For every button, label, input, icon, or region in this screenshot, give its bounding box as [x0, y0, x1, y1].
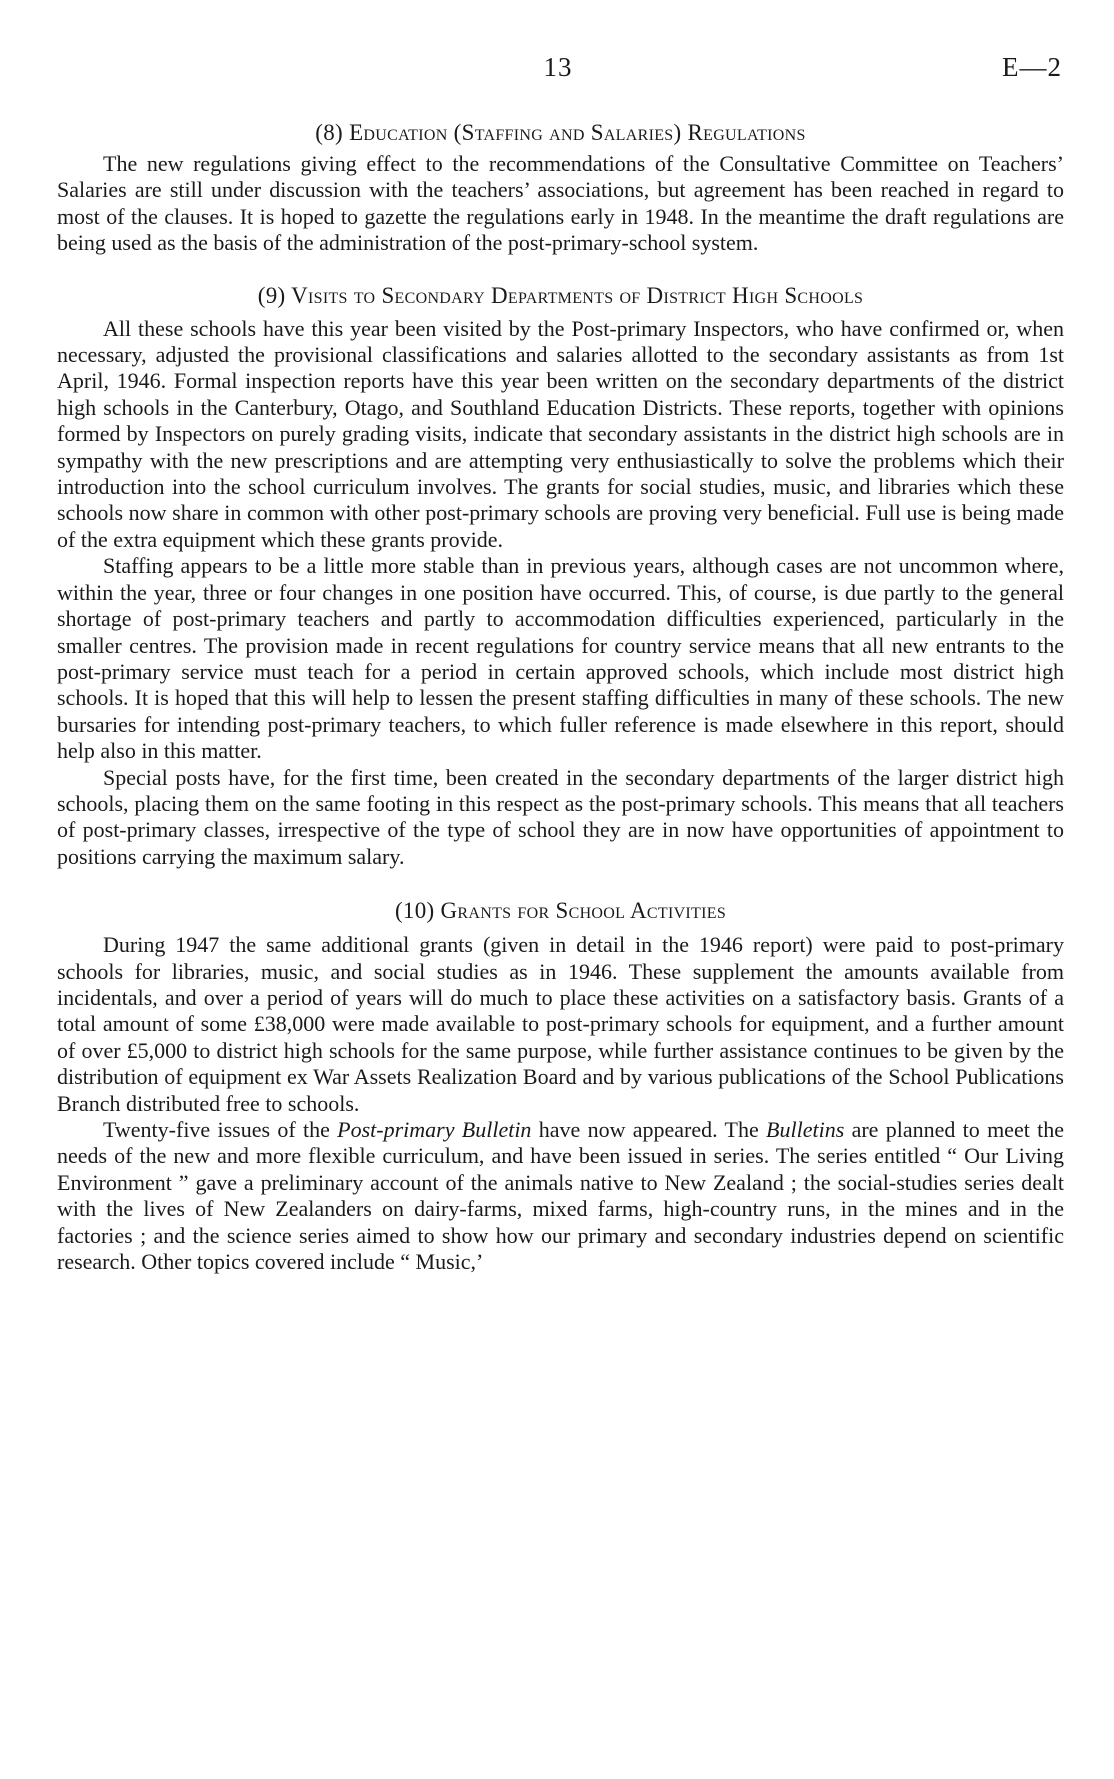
section-heading: (8) Education (Staffing and Salaries) Regulations	[315, 120, 806, 145]
paragraph-bulletin	[57, 1117, 1064, 1275]
page-number: 13	[543, 52, 573, 82]
document-code: E—2	[1002, 52, 1062, 82]
publication-title: Bulletins	[766, 1117, 845, 1142]
paragraph: All these schools have this year been visited by the Post-primary Inspectors, who have confirmed or, when necessary, adjusted the provisional classifications and salaries allotted to the secondary assistants as from 1st April, 1946. Formal inspection reports have this year been written on the secondary departments of the district high schools in the Canterbury, Otago, and Southland Education Districts. These reports, together with opinions formed by Inspectors on purely grading visits, indicate that secondary assistants in the district high schools are in sympathy with the new prescriptions and are attempting very enthusiastically to solve the problems which their introduction into the school curriculum involves. The grants for social studies, music, and libraries which these schools now share in common with other post-primary schools are proving very beneficial. Full use is being made of the extra equipment which these grants provide.	[57, 315, 1064, 552]
document-body	[57, 118, 1064, 1275]
text-run: have now appeared. The	[531, 1117, 767, 1142]
page-header	[54, 52, 1062, 92]
paragraph: Special posts have, for the first time, been created in the secondary departments of the larger district high schools, placing them on the same footing in this respect as the post-primary schools. This means that all teachers of post-primary classes, irrespective of the type of school they are in now have opportunities of appointment to positions carrying the maximum salary.	[57, 764, 1064, 869]
section-grants-school-activities	[57, 896, 1064, 1275]
section-heading: (9) Visits to Secondary Departments of District High Schools	[257, 282, 864, 308]
section-heading: (10) Grants for School Activities	[394, 898, 727, 924]
publication-title: Post-primary Bulletin	[337, 1117, 532, 1142]
section-staffing-salaries-regulations	[57, 118, 1064, 257]
paragraph: During 1947 the same additional grants (given in detail in the 1946 report) were paid to post-primary schools for libraries, music, and social studies as in 1946. These supplement the amounts available from incidentals, and over a period of years will do much to place these activities on a satisfactory basis. Grants of a total amount of some £38,000 were made available to post-primary schools for equipment, and a further amount of over £5,000 to district high schools for the same purpose, while further assistance continues to be given by the distribution of equipment ex War Assets Realization Board and by various publications of the School Publications Branch distributed free to schools.	[57, 932, 1064, 1116]
text-run: are planned to meet the needs of the new and more flexible curriculum, and have been issued in series. The series entitled “ Our Living Environment ” gave a preliminary account of the animals native to New Zealand ; the social-studies series dealt with the lives of New Zealanders on dairy-farms, mixed farms, high-country runs, in the mines and in the factories ; and the science series aimed to show how our primary and secondary industries depend on scientific research. Other topics covered include “ Music,’	[57, 1117, 1064, 1275]
paragraph: Staffing appears to be a little more stable than in previous years, although cases are not uncommon where, within the year, three or four changes in one position have occurred. This, of course, is due partly to the general shortage of post-primary teachers and partly to accommodation difficulties experienced, particularly in the smaller centres. The provision made in recent regulations for country service means that all new entrants to the post-primary service must teach for a period in certain approved schools, which include most district high schools. It is hoped that this will help to lessen the present staffing difficulties in many of these schools. The new bursaries for intending post-primary teachers, to which fuller reference is made elsewhere in this report, should help also in this matter.	[57, 553, 1064, 764]
text-run: Twenty-five issues of the	[103, 1117, 338, 1142]
paragraph: The new regulations giving effect to the recommendations of the Consultative Committee on Teachers’ Salaries are still under discussion with the teachers’ associations, but agreement has been reached in regard to most of the clauses. It is hoped to gazette the regulations early in 1948. In the meantime the draft regulations are being used as the basis of the administration of the post-primary-school system.	[57, 151, 1064, 256]
section-visits-secondary-departments	[57, 281, 1064, 871]
